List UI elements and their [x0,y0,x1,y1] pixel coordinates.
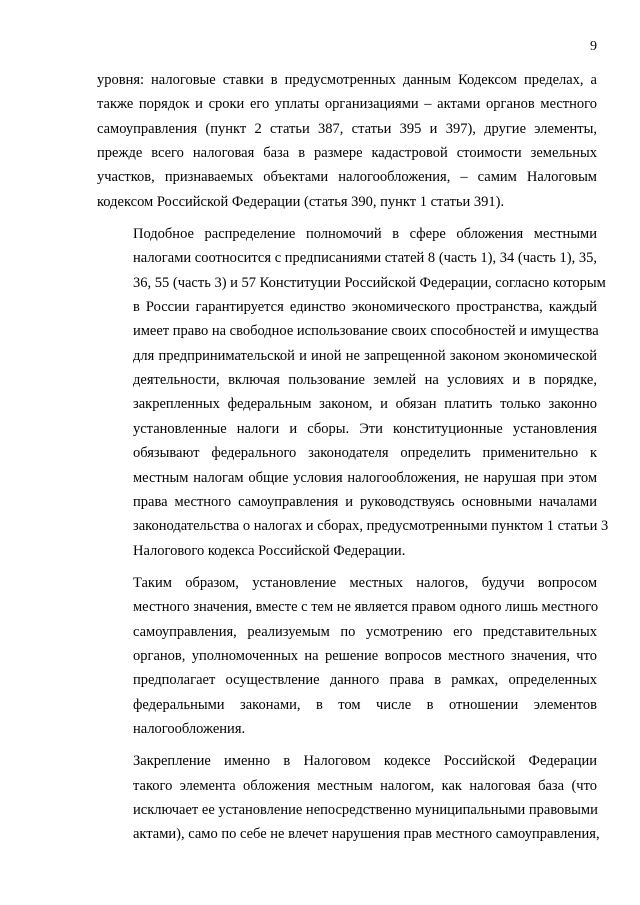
text-line: установленные налоги и сборы. Эти конституционные установления [133,420,597,437]
paragraph [97,571,597,741]
text-line: Таким образом, установление местных налогов, будучи вопросом [133,574,597,591]
text-line: местного значения, вместе с тем не является правом одного лишь местного [133,599,599,616]
text-line: права местного самоуправления и руководствуясь основными началами [133,493,597,510]
text-line: федеральными законами, в том числе в отношении элементов [133,696,597,713]
text-line: такого элемента обложения местным налогом, как налоговая база (что [133,777,597,794]
text-line: обязывают федерального законодателя определить применительно к [133,445,597,462]
text-line: самоуправления, реализуемым по усмотрению его представительных [133,623,597,640]
paragraph-gap [97,741,597,749]
text-line: для предпринимательской и иной не запрещенной законом экономической [133,347,597,364]
text-line: законодательства о налогах и сборах, предусмотренными пунктом 1 статьи 3 [133,518,609,535]
text-line: имеет право на свободное использование своих способностей и имущества [133,323,599,340]
page-number: 9 [590,39,597,54]
text-line: налогообложения. [133,720,246,737]
text-line: органов, уполномоченных на решение вопросов местного значения, что [133,647,597,664]
text-line: Закрепление именно в Налоговом кодексе Российской Федерации [133,753,597,770]
text-line: участков, признаваемых объектами налогообложения, – самим Налоговым [97,169,597,186]
text-line: 36, 55 (часть 3) и 57 Конституции Российской Федерации, согласно которым [133,274,606,291]
text-line: кодексом Российской Федерации (статья 390, пункт 1 статьи 391). [97,193,505,210]
body-text [97,68,609,847]
text-line: прежде всего налоговая база в размере кадастровой стоимости земельных [97,145,597,162]
paragraph [97,222,609,563]
paragraph [97,749,600,846]
text-line: налогами соотносится с предписаниями статей 8 (часть 1), 34 (часть 1), 35, [133,250,597,267]
text-line: деятельности, включая пользование землей на условиях и в порядке, [133,372,597,389]
paragraph-gap [97,563,597,571]
text-line: исключает ее установление непосредственно муниципальными правовыми [133,801,598,818]
text-line: Подобное распределение полномочий в сфере обложения местными [133,226,597,243]
text-line: предполагает осуществление данного права в рамках, определенных [133,672,597,689]
text-line: актами), само по себе не влечет нарушения прав местного самоуправления, [133,826,600,843]
text-line: самоуправления (пункт 2 статьи 387, статьи 395 и 397), другие элементы, [97,120,597,137]
text-line: уровня: налоговые ставки в предусмотренных данным Кодексом пределах, а [97,72,597,88]
paragraph-gap [97,214,597,222]
text-line: также порядок и сроки его уплаты организациями – актами органов местного [97,96,597,113]
text-line: в России гарантируется единство экономического пространства, каждый [133,299,597,316]
text-line: Налогового кодекса Российской Федерации. [133,542,406,559]
text-line: закрепленных федеральным законом, и обязан платить только законно [133,396,597,413]
paragraph [97,68,597,214]
text-line: местным налогам общие условия налогообложения, не нарушая при этом [133,469,597,486]
